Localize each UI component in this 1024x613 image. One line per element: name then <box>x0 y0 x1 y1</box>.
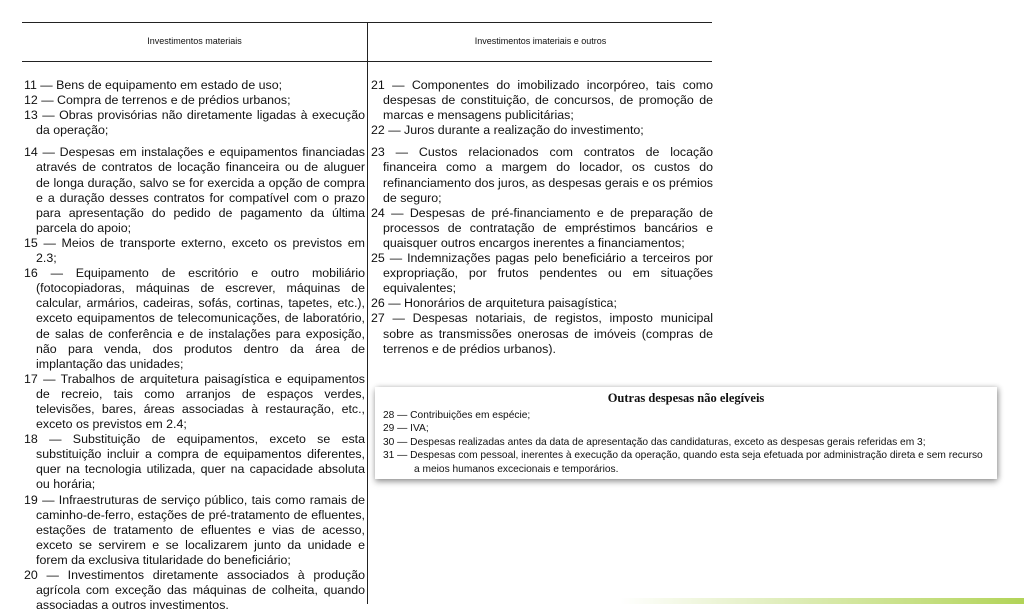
list-item: 29 — IVA; <box>383 423 429 435</box>
list-item: 18 — Substituição de equipamentos, exceto se esta substituição incluir a compra de equipamentos diferentes, quer na tecnologia utilizada, quer na capacidade absoluta ou horária; <box>24 432 365 492</box>
list-item: 15 — Meios de transporte externo, exceto os previstos em 2.3; <box>24 235 365 266</box>
list-item: 13 — Obras provisórias não diretamente ligadas à execução da operação; <box>24 108 365 138</box>
right-column-list <box>371 78 713 357</box>
list-item: 19 — Infraestruturas de serviço público, tais como ramais de caminho-de-ferro, estações de pré-tratamento de efluentes, estações de tratamento de efluentes e vias de acesso, exceto se servirem e se localizarem junto da unidade e forem da exclusiva titularidade do beneficiário; <box>24 492 365 567</box>
list-item: 28 — Contribuições em espécie; <box>383 410 531 421</box>
header-tangible-investments: Investimentos materiais <box>147 36 242 46</box>
green-accent-line <box>620 598 1024 604</box>
other-non-eligible-expenses-box <box>375 387 997 479</box>
list-item: 17 — Trabalhos de arquitetura paisagística e equipamentos de recreio, tais como arranjos de espaços verdes, televisões, bares, áreas associadas à restauração, etc., exceto os previstos em 2.4; <box>24 371 365 432</box>
header-intangible-investments: Investimentos imateriais e outros <box>474 36 607 46</box>
column-divider <box>367 22 368 604</box>
list-item: 20 — Investimentos diretamente associados à produção agrícola com exceção das máquinas de colheita, quando associadas a outros investimentos. <box>24 568 365 613</box>
list-item: 21 — Componentes do imobilizado incorpóreo, tais como despesas de constituição, de concursos, de promoção de marcas e mensagens publicitárias; <box>371 78 713 123</box>
list-item: 12 — Compra de terrenos e de prédios urbanos; <box>24 93 291 108</box>
list-item: 22 — Juros durante a realização do investimento; <box>371 123 644 138</box>
list-item: 25 — Indemnizações pagas pelo beneficiário a terceiros por expropriação, por frutos pendentes ou em situações equivalentes; <box>371 251 713 296</box>
list-item: 23 — Custos relacionados com contratos de locação financeira como a margem do locador, os custos do refinanciamento dos juros, as despesas gerais e os prémios de seguro; <box>371 145 713 205</box>
left-column-list <box>24 78 365 613</box>
box-list <box>383 409 991 476</box>
list-item: 11 — Bens de equipamento em estado de uso; <box>24 78 283 92</box>
list-item: 30 — Despesas realizadas antes da data de apresentação das candidaturas, exceto as despesas gerais referidas em 3; <box>383 436 926 448</box>
box-title: Outras despesas não elegíveis <box>607 391 765 405</box>
list-item: 24 — Despesas de pré-financiamento e de preparação de processos de contratação de empréstimos bancários e quaisquer outros encargos inerentes a financiamentos; <box>371 205 713 250</box>
list-item: 31 — Despesas com pessoal, inerentes à execução da operação, quando esta seja efetuada por administração direta e sem recurso a meios humanos excecionais e temporários. <box>383 450 983 475</box>
list-item: 16 — Equipamento de escritório e outro mobiliário (fotocopiadoras, máquinas de escrever, máquinas de calcular, armários, cadeiras, sofás, cortinas, tapetes, etc.), exceto equipamentos de telecomunicações, de laboratório, de salas de conferência e de instalações para exposição, não para venda, dos produtos dentro da área de implantação das unidades; <box>24 266 365 371</box>
list-item: 27 — Despesas notariais, de registos, imposto municipal sobre as transmissões onerosas de imóveis (compras de terrenos e de prédios urbanos). <box>371 311 713 356</box>
list-item: 26 — Honorários de arquitetura paisagística; <box>371 296 617 311</box>
list-item: 14 — Despesas em instalações e equipamentos financiadas através de contratos de locação financeira ou de aluguer de longa duração, salvo se for exercida a opção de compra e a duração desses contratos for compatível com o prazo para apresentação do pedido de pagamento da última parcela do apoio; <box>24 145 365 235</box>
